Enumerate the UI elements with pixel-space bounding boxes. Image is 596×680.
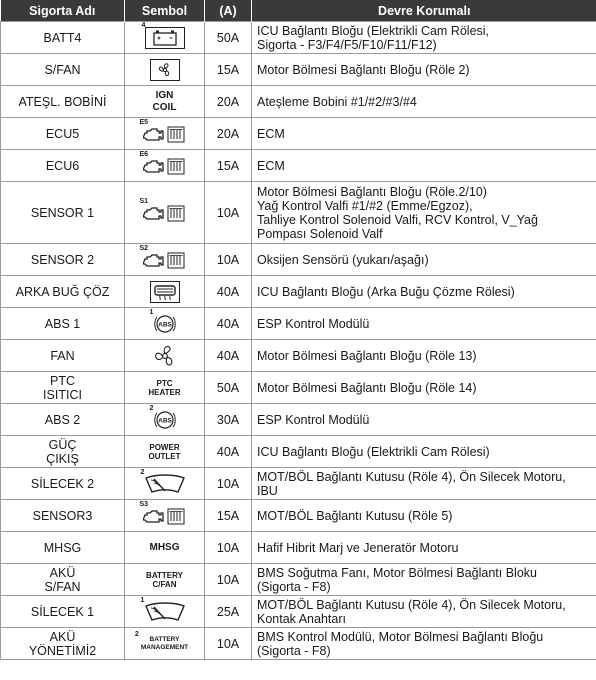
- fuse-symbol: [125, 244, 205, 276]
- engine-icon: [139, 197, 187, 223]
- table-row: [1, 308, 596, 340]
- fuse-symbol: [125, 468, 205, 500]
- svg-text:ABS: ABS: [157, 417, 172, 424]
- fuse-name: [1, 150, 125, 182]
- header-row: [1, 0, 596, 22]
- fuse-name-text: ÇIKIŞ: [46, 451, 79, 466]
- fuse-circuit: [252, 532, 596, 564]
- circuit-line: Pompası Solenoid Valf: [257, 226, 383, 241]
- fuse-amperage: 10A: [205, 182, 252, 244]
- circuit-line: Yağ Kontrol Valfi #1/#2 (Emme/Egzoz),: [257, 198, 473, 213]
- fuse-amperage: 25A: [205, 596, 252, 628]
- fuse-circuit: [252, 54, 596, 86]
- fuse-circuit: [252, 564, 596, 596]
- fuse-amperage: 20A: [205, 118, 252, 150]
- table-row: [1, 86, 596, 118]
- symbol-superscript: S2: [139, 244, 149, 252]
- symbol-text: COIL: [152, 101, 177, 113]
- circuit-line: ICU Bağlantı Bloğu (Elektrikli Cam Rölesi): [257, 444, 490, 459]
- engine-icon: [139, 150, 187, 176]
- text-symbol-icon: [153, 90, 177, 114]
- fuse-circuit: [252, 182, 596, 244]
- fuse-symbol: [125, 596, 205, 628]
- fuse-name: [1, 276, 125, 308]
- symbol-text: HEATER: [148, 387, 181, 397]
- fuse-symbol: [125, 22, 205, 54]
- fuse-symbol: [125, 404, 205, 436]
- fuse-circuit: [252, 308, 596, 340]
- fuse-name-text: ISITICI: [43, 387, 82, 402]
- fuse-name-text: BATT4: [43, 30, 82, 45]
- table-row: [1, 54, 596, 86]
- symbol-text: IGN: [155, 89, 174, 101]
- fuse-name-text: ABS 1: [44, 316, 81, 331]
- symbol-superscript: 1: [140, 596, 145, 604]
- fuse-name: [1, 436, 125, 468]
- fuse-name: [1, 628, 125, 660]
- fuse-name-text: YÖNETİMİ2: [28, 643, 97, 658]
- battery-icon: [141, 21, 185, 49]
- symbol-superscript: 2: [134, 630, 139, 638]
- table-row: [1, 468, 596, 500]
- fuse-amperage: 50A: [205, 22, 252, 54]
- fuse-circuit: [252, 500, 596, 532]
- fuse-name-text: AKÜ: [49, 629, 76, 644]
- wiper-icon: [140, 596, 186, 622]
- circuit-line: MOT/BÖL Bağlantı Kutusu (Röle 5): [257, 508, 453, 523]
- table-row: [1, 500, 596, 532]
- fuse-amperage: 15A: [205, 150, 252, 182]
- text-symbol-icon: [134, 630, 189, 652]
- fuse-circuit: [252, 86, 596, 118]
- fuse-name-text: GÜÇ: [48, 437, 77, 452]
- text-symbol-icon: [150, 542, 180, 554]
- circuit-line: Ateşleme Bobini #1/#2/#3/#4: [257, 94, 417, 109]
- circuit-line: BMS Soğutma Fanı, Motor Bölmesi Bağlantı Bloku: [257, 565, 537, 580]
- fuse-name-text: ECU5: [45, 126, 80, 141]
- abs-icon: [149, 404, 177, 430]
- circuit-line: MOT/BÖL Bağlantı Kutusu (Röle 4), Ön Silecek Motoru,: [257, 469, 566, 484]
- circuit-line: Kontak Anahtarı: [257, 611, 346, 626]
- fuse-name: [1, 596, 125, 628]
- text-symbol-icon: [149, 443, 181, 461]
- fuse-circuit: [252, 628, 596, 660]
- fuse-name-text: ATEŞL. BOBİNİ: [18, 94, 107, 109]
- symbol-text: C/FAN: [152, 579, 177, 589]
- table-row: [1, 182, 596, 244]
- fuse-circuit: [252, 276, 596, 308]
- table-row: [1, 340, 596, 372]
- fuse-name-text: SENSOR 1: [30, 205, 95, 220]
- fuse-symbol: [125, 628, 205, 660]
- fuse-name-text: PTC: [50, 373, 75, 388]
- fuse-table-body: [1, 22, 596, 660]
- symbol-superscript: S3: [139, 500, 149, 508]
- circuit-line: Motor Bölmesi Bağlantı Bloğu (Röle.2/10): [257, 184, 487, 199]
- table-row: [1, 628, 596, 660]
- wiper-icon: [140, 468, 186, 494]
- fuse-symbol: [125, 372, 205, 404]
- circuit-line: (Sigorta - F8): [257, 579, 331, 594]
- fuse-symbol: [125, 436, 205, 468]
- fuse-symbol: [125, 500, 205, 532]
- fuse-symbol: [125, 182, 205, 244]
- circuit-line: Tahliye Kontrol Solenoid Valfi, RCV Kontrol, V_Yağ: [257, 212, 538, 227]
- fuse-circuit: [252, 404, 596, 436]
- symbol-superscript: S1: [139, 197, 149, 205]
- circuit-line: ECM: [257, 126, 285, 141]
- abs-icon: [149, 308, 177, 334]
- fuse-circuit: [252, 372, 596, 404]
- fuse-name-text: SENSOR3: [32, 508, 93, 523]
- fuse-amperage: 30A: [205, 404, 252, 436]
- fuse-circuit: [252, 596, 596, 628]
- symbol-superscript: E6: [139, 150, 149, 158]
- fuse-name-text: SİLECEK 1: [30, 604, 95, 619]
- fuse-name: [1, 54, 125, 86]
- fuse-name: [1, 372, 125, 404]
- fuse-name: [1, 468, 125, 500]
- symbol-text: MANAGEMENT: [140, 643, 189, 651]
- engine-icon: [139, 118, 187, 144]
- text-symbol-icon: [148, 379, 180, 397]
- symbol-text: BATTERY: [146, 570, 183, 580]
- fuse-name: [1, 532, 125, 564]
- fuse-symbol: [125, 86, 205, 118]
- table-row: [1, 596, 596, 628]
- fuse-circuit: [252, 150, 596, 182]
- circuit-line: Motor Bölmesi Bağlantı Bloğu (Röle 2): [257, 62, 470, 77]
- fuse-amperage: 10A: [205, 628, 252, 660]
- fuse-symbol: [125, 150, 205, 182]
- symbol-superscript: 1: [149, 308, 154, 316]
- fuse-amperage: 10A: [205, 532, 252, 564]
- fuse-symbol: [125, 564, 205, 596]
- fuse-name: [1, 500, 125, 532]
- table-row: [1, 118, 596, 150]
- table-row: [1, 276, 596, 308]
- fuse-symbol: [125, 308, 205, 340]
- fuse-circuit: [252, 340, 596, 372]
- symbol-text: MHSG: [149, 542, 180, 554]
- fuse-name: [1, 564, 125, 596]
- circuit-line: ICU Bağlantı Bloğu (Arka Buğu Çözme Rölesi): [257, 284, 515, 299]
- fuse-circuit: [252, 468, 596, 500]
- fuse-name: [1, 308, 125, 340]
- fuse-name: [1, 340, 125, 372]
- fuse-name: [1, 244, 125, 276]
- col-header-name: Sigorta Adı: [1, 0, 125, 22]
- symbol-superscript: 4: [141, 21, 146, 29]
- fuse-name: [1, 182, 125, 244]
- fan-icon: [152, 343, 178, 369]
- svg-text:ABS: ABS: [157, 321, 172, 328]
- fuse-symbol: [125, 276, 205, 308]
- fuse-name-text: FAN: [50, 348, 75, 363]
- fuse-amperage: 40A: [205, 308, 252, 340]
- table-row: [1, 22, 596, 54]
- fuse-name-text: SENSOR 2: [30, 252, 95, 267]
- fuse-name-text: ABS 2: [44, 412, 81, 427]
- circuit-line: (Sigorta - F8): [257, 643, 331, 658]
- fuse-circuit: [252, 118, 596, 150]
- symbol-text: OUTLET: [148, 451, 181, 461]
- fuse-symbol: [125, 340, 205, 372]
- fuse-name: [1, 22, 125, 54]
- fuse-name-text: S/FAN: [44, 579, 81, 594]
- circuit-line: MOT/BÖL Bağlantı Kutusu (Röle 4), Ön Silecek Motoru,: [257, 597, 566, 612]
- table-row: [1, 244, 596, 276]
- fuse-amperage: 40A: [205, 340, 252, 372]
- symbol-superscript: E5: [139, 118, 149, 126]
- fuse-symbol: [125, 532, 205, 564]
- engine-icon: [139, 500, 187, 526]
- symbol-text: POWER: [149, 442, 180, 452]
- symbol-text: BATTERY: [149, 635, 180, 643]
- fuse-amperage: 10A: [205, 564, 252, 596]
- fuse-circuit: [252, 436, 596, 468]
- circuit-line: ECM: [257, 158, 285, 173]
- fuse-amperage: 40A: [205, 276, 252, 308]
- circuit-line: IBU: [257, 483, 278, 498]
- fuse-name-text: MHSG: [43, 540, 82, 555]
- fuse-name-text: SİLECEK 2: [30, 476, 95, 491]
- circuit-line: ICU Bağlantı Bloğu (Elektrikli Cam Rölesi,: [257, 23, 490, 38]
- fuse-name-text: AKÜ: [49, 565, 76, 580]
- circuit-line: ESP Kontrol Modülü: [257, 316, 370, 331]
- fuse-symbol: [125, 118, 205, 150]
- fuse-amperage: 15A: [205, 54, 252, 86]
- rear-defrost-icon: [150, 281, 180, 303]
- table-row: [1, 564, 596, 596]
- fuse-amperage: 50A: [205, 372, 252, 404]
- fuse-name: [1, 404, 125, 436]
- table-row: [1, 532, 596, 564]
- table-row: [1, 372, 596, 404]
- fuse-name-text: S/FAN: [44, 62, 81, 77]
- circuit-line: Hafif Hibrit Marj ve Jeneratör Motoru: [257, 540, 459, 555]
- text-symbol-icon: [146, 571, 183, 589]
- symbol-text: PTC: [156, 378, 173, 388]
- fuse-circuit: [252, 244, 596, 276]
- fuse-name-text: ARKA BUĞ ÇÖZ: [15, 284, 110, 299]
- fuse-circuit: [252, 22, 596, 54]
- fuse-amperage: 10A: [205, 468, 252, 500]
- fuse-symbol: [125, 54, 205, 86]
- symbol-superscript: 2: [149, 404, 154, 412]
- fuse-amperage: 10A: [205, 244, 252, 276]
- fuse-name: [1, 86, 125, 118]
- col-header-circuit: Devre Korumalı: [252, 0, 596, 22]
- table-row: [1, 436, 596, 468]
- circuit-line: Sigorta - F3/F4/F5/F10/F11/F12): [257, 37, 437, 52]
- fan-box-icon: [150, 59, 180, 81]
- engine-icon: [139, 244, 187, 270]
- fuse-amperage: 20A: [205, 86, 252, 118]
- col-header-amp: (A): [205, 0, 252, 22]
- circuit-line: Oksijen Sensörü (yukarı/aşağı): [257, 252, 429, 267]
- fuse-name-text: ECU6: [45, 158, 80, 173]
- fuse-name: [1, 118, 125, 150]
- symbol-superscript: 2: [140, 468, 145, 476]
- circuit-line: Motor Bölmesi Bağlantı Bloğu (Röle 13): [257, 348, 477, 363]
- circuit-line: ESP Kontrol Modülü: [257, 412, 370, 427]
- table-row: [1, 404, 596, 436]
- fuse-amperage: 15A: [205, 500, 252, 532]
- col-header-symbol: Sembol: [125, 0, 205, 22]
- circuit-line: BMS Kontrol Modülü, Motor Bölmesi Bağlantı Bloğu: [257, 629, 544, 644]
- fuse-amperage: 40A: [205, 436, 252, 468]
- table-row: [1, 150, 596, 182]
- circuit-line: Motor Bölmesi Bağlantı Bloğu (Röle 14): [257, 380, 477, 395]
